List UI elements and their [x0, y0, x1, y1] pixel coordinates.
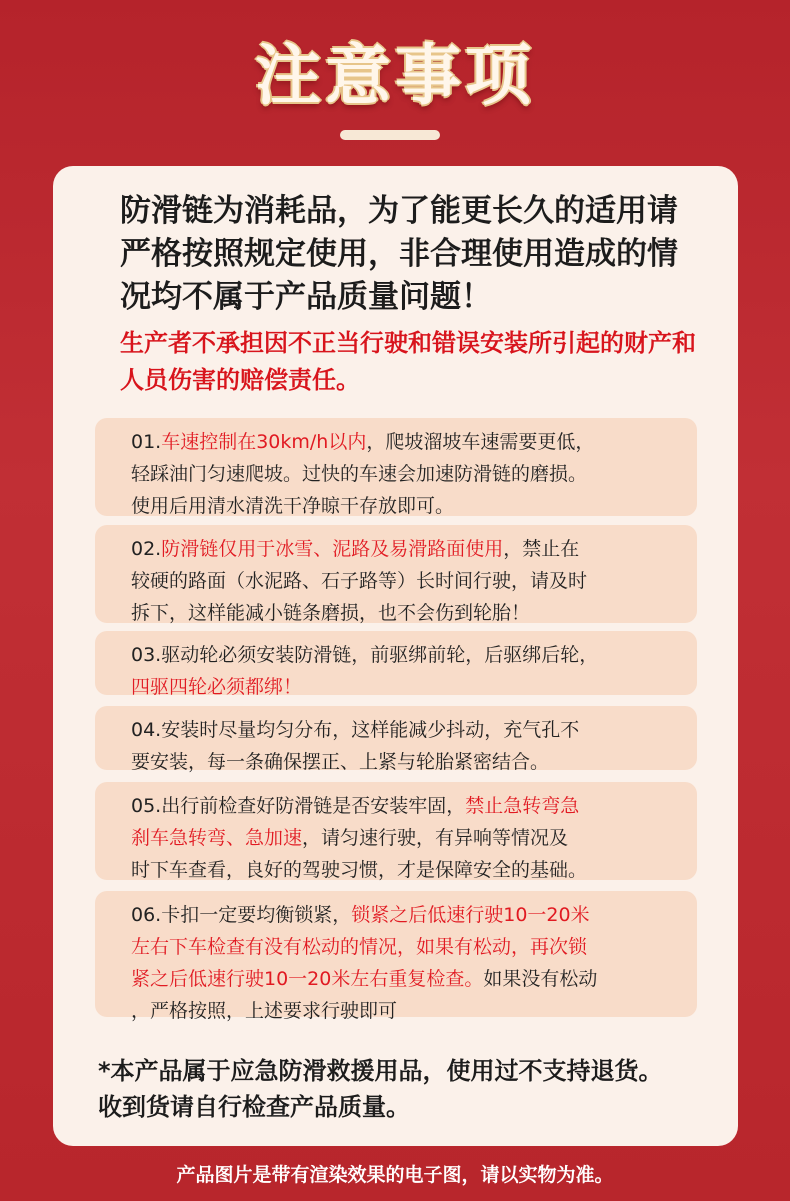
image-disclaimer: 产品图片是带有渲染效果的电子图，请以实物为准。 — [176, 1164, 614, 1186]
item-text: 卡扣一定要均衡锁紧， — [161, 904, 352, 926]
notice-item-01 — [95, 418, 697, 516]
item-text: ，爬坡溜坡车速需要更低， 轻踩油门匀速爬坡。过快的车速会加速防滑链的磨损。 使用后用清水清洗干净晾干存放即可。 — [131, 431, 595, 517]
item-highlight: 禁止急转弯急 刹车急转弯、急加速 — [131, 795, 580, 849]
item-number: 01. — [131, 431, 162, 453]
item-text: ，请匀速行驶，有异响等情况及 时下车查看，良好的驾驶习惯，才是保障安全的基础。 — [131, 827, 588, 881]
item-text: 安装时尽量均匀分布，这样能减少抖动，充气孔不 要安装，每一条确保摆正、上紧与轮胎紧密结合。 — [131, 719, 580, 773]
notice-item-04 — [95, 706, 697, 773]
item-number: 06. — [131, 904, 162, 926]
item-text: 驱动轮必须安装防滑链，前驱绑前轮，后驱绑后轮， — [161, 644, 599, 666]
return-policy-note: *本产品属于应急防滑救援用品，使用过不支持退货。 收到货请自行检查产品质量。 — [98, 1057, 663, 1121]
notice-item-06 — [95, 891, 697, 1022]
item-text: 出行前检查好防滑链是否安装牢固， — [161, 795, 466, 817]
item-text: 如果没有松动 ，严格按照，上述要求行驶即可 — [131, 968, 598, 1022]
notice-item-02 — [95, 525, 697, 623]
item-number: 05. — [131, 795, 162, 817]
item-number: 04. — [131, 719, 162, 741]
item-highlight: 防滑链仅用于冰雪、泥路及易滑路面使用 — [161, 538, 504, 560]
item-number: 03. — [131, 644, 162, 666]
liability-warning: 生产者不承担因不正当行驶和错误安装所引起的财产和人员伤害的赔偿责任。 — [120, 329, 696, 394]
intro-text: 防滑链为消耗品，为了能更长久的适用请严格按照规定使用，非合理使用造成的情况均不属于产品质量问题！ — [120, 193, 678, 315]
page-title: 注意事项 — [255, 37, 535, 114]
item-text: ，禁止在 较硬的路面（水泥路、石子路等）长时间行驶，请及时 拆下，这样能减小链条磨损，也不会伤到轮胎！ — [131, 538, 588, 624]
item-number: 02. — [131, 538, 162, 560]
title-underline — [340, 130, 440, 140]
item-highlight: 四驱四轮必须都绑！ — [131, 676, 303, 698]
item-highlight: 锁紧之后低速行驶10一20米 左右下车检查有没有松动的情况，如果有松动，再次锁 紧之后低速行驶10一20米左右重复检查。 — [131, 904, 590, 990]
notice-item-03 — [95, 631, 697, 698]
item-highlight: 车速控制在30km/h以内 — [161, 431, 367, 453]
notice-item-05 — [95, 782, 697, 880]
